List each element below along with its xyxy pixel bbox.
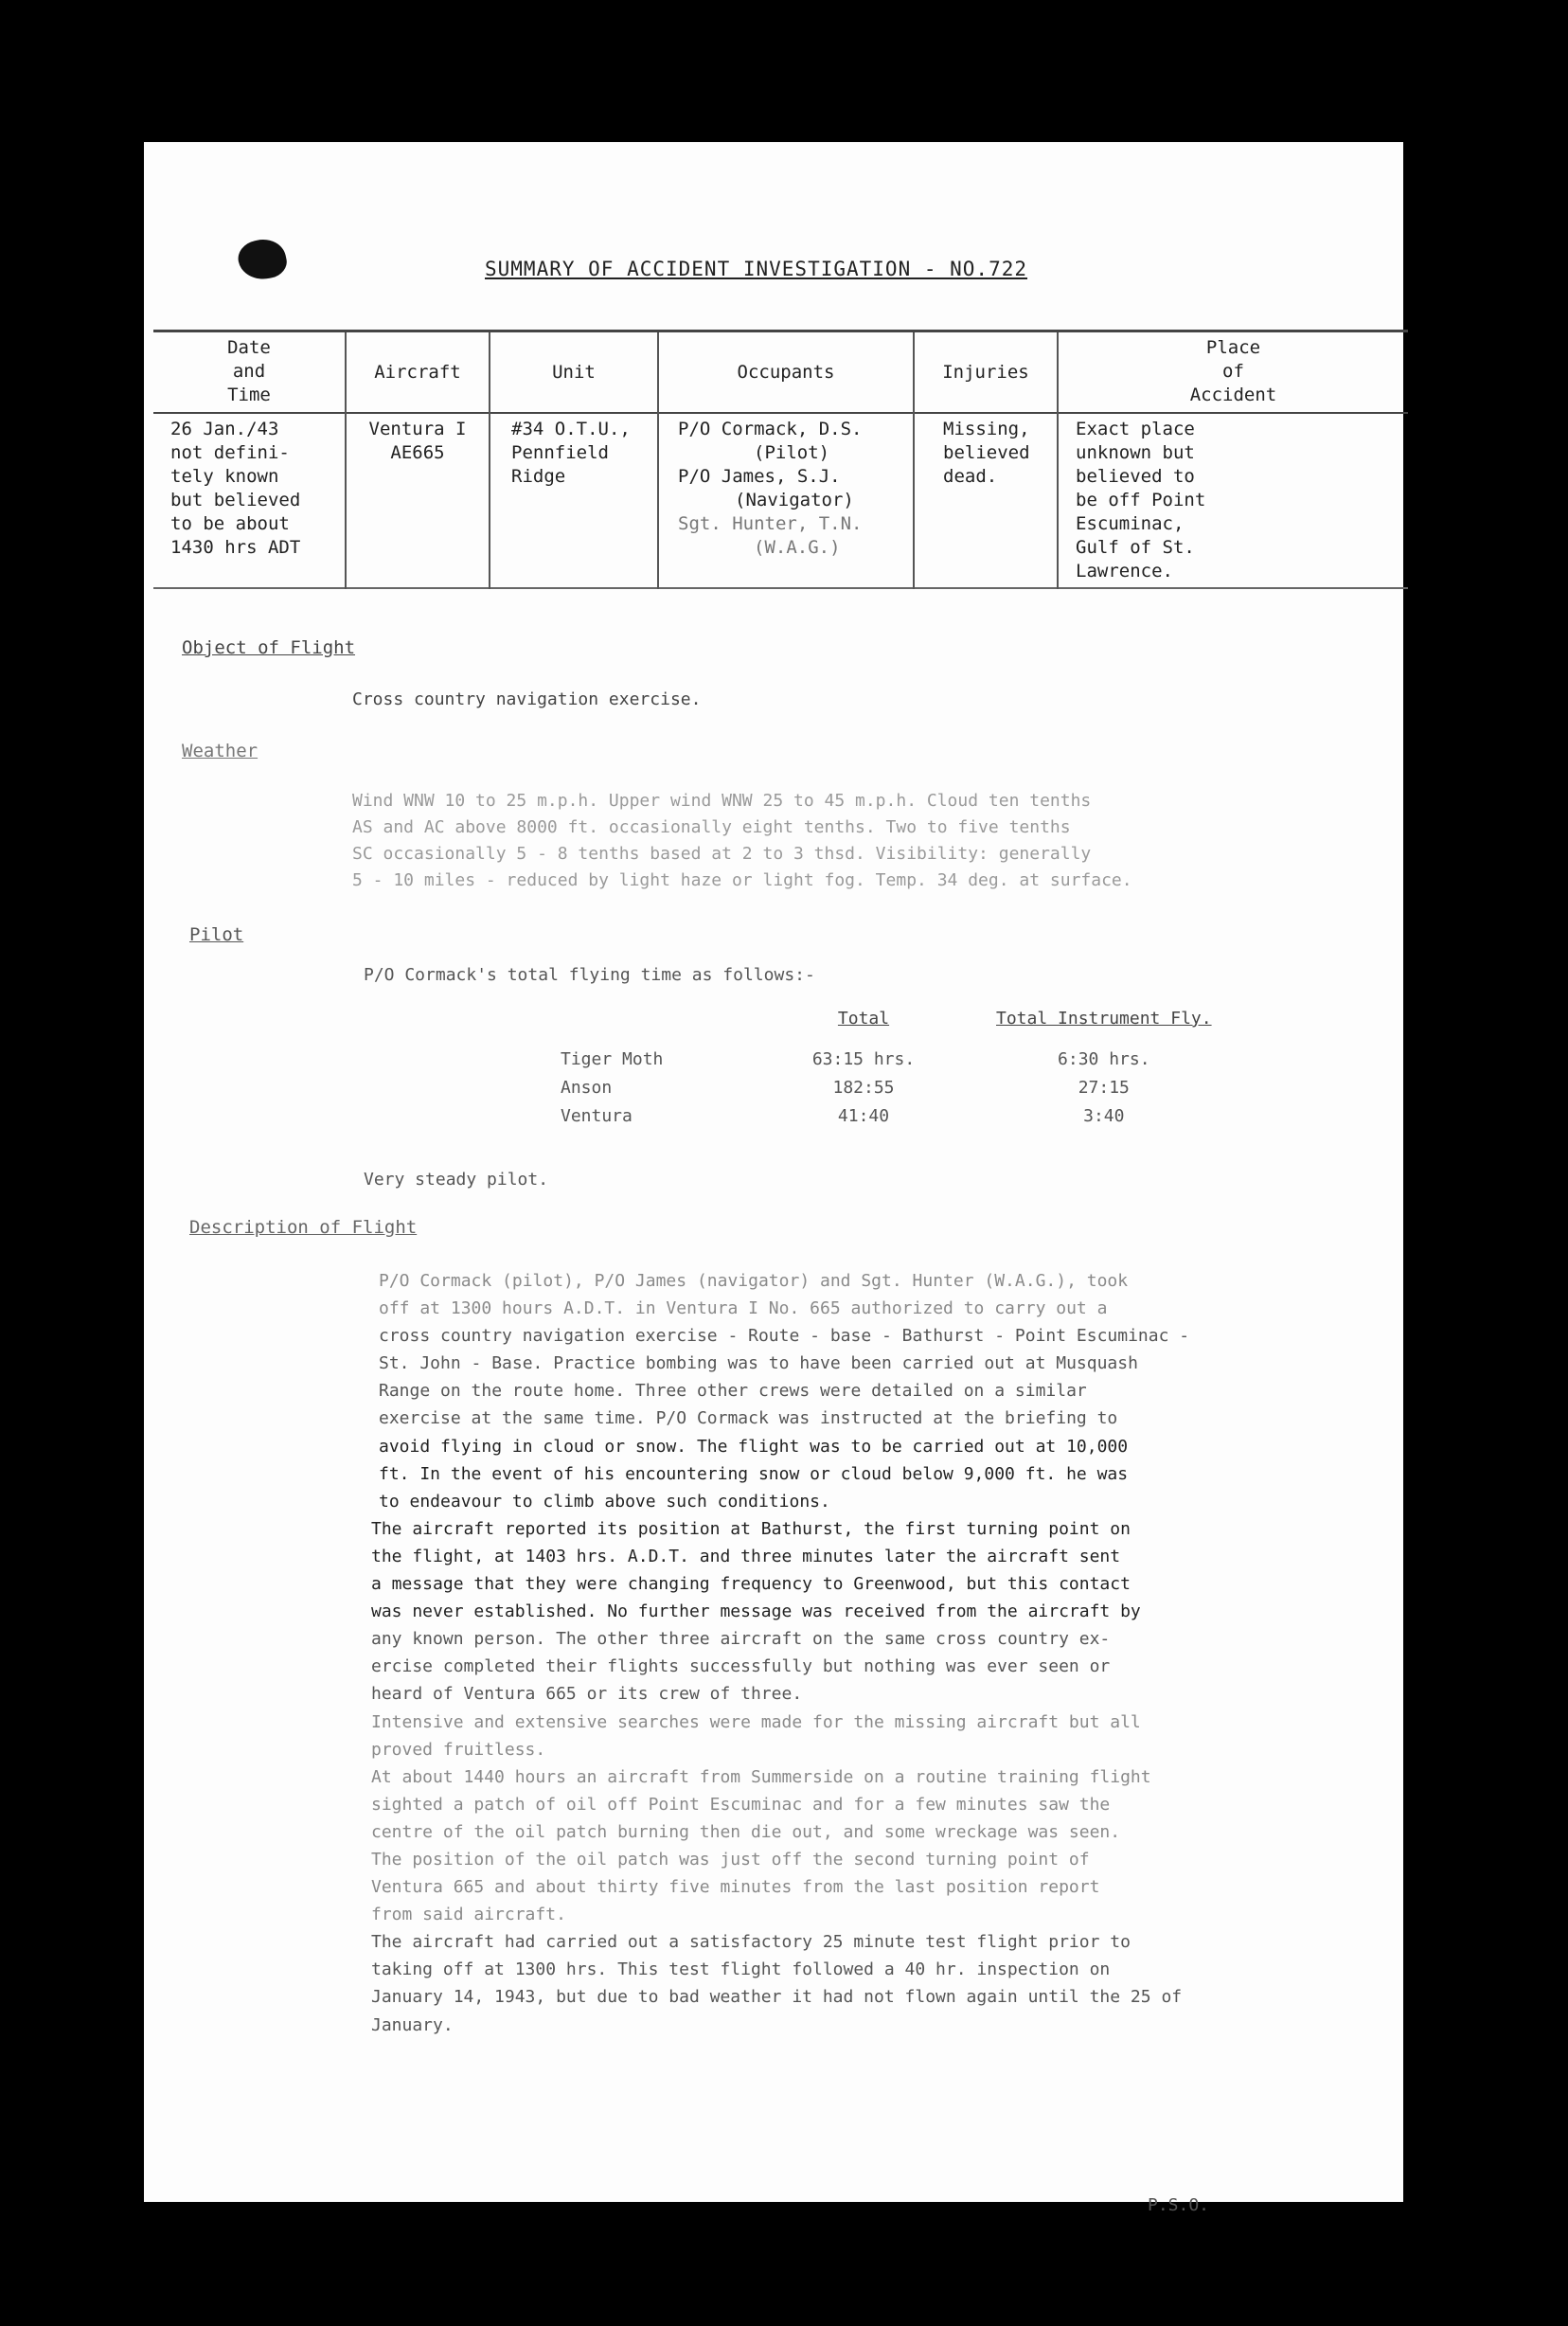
cell-date bbox=[153, 413, 346, 588]
occupant-line: (Navigator) bbox=[735, 490, 854, 510]
header-injuries: Injuries bbox=[914, 331, 1058, 414]
aircraft-line: AE665 bbox=[390, 442, 445, 463]
description-line: from said aircraft. bbox=[371, 1905, 566, 1925]
place-line: Escuminac, bbox=[1076, 513, 1185, 534]
description-line: Intensive and extensive searches were made for the missing aircraft but all bbox=[371, 1711, 1141, 1732]
pilot-heading: Pilot bbox=[189, 924, 244, 945]
description-line: The aircraft reported its position at Bathurst, the first turning point on bbox=[371, 1518, 1131, 1539]
weather-line: SC occasionally 5 - 8 tenths based at 2 to 3 thsd. Visibility: generally bbox=[352, 844, 1092, 864]
flying-time-table bbox=[542, 1009, 1231, 1131]
date-line: 1430 hrs ADT bbox=[170, 537, 301, 558]
injuries-line: believed bbox=[943, 442, 1030, 463]
header-unit: Unit bbox=[490, 331, 658, 414]
description-line: off at 1300 hours A.D.T. in Ventura I No. 665 authorized to carry out a bbox=[379, 1298, 1108, 1319]
flying-time-total-header: Total bbox=[837, 1009, 890, 1029]
place-line: unknown but bbox=[1076, 442, 1195, 463]
description-line: avoid flying in cloud or snow. The flight was to be carried out at 10,000 bbox=[379, 1436, 1129, 1457]
description-line: taking off at 1300 hrs. This test flight followed a 40 hr. inspection on bbox=[371, 1959, 1111, 1980]
occupant-line: (Pilot) bbox=[754, 442, 830, 463]
occupant-line: P/O James, S.J. bbox=[678, 466, 841, 487]
description-line: ercise completed their flights successfully but nothing was ever seen or bbox=[371, 1656, 1111, 1677]
punch-hole bbox=[235, 235, 290, 283]
description-heading: Description of Flight bbox=[189, 1217, 418, 1238]
occupant-line: P/O Cormack, D.S. bbox=[678, 419, 863, 439]
instrument-time: 3:40 bbox=[1083, 1106, 1125, 1126]
cell-injuries bbox=[914, 413, 1058, 588]
unit-line: #34 O.T.U., bbox=[511, 419, 631, 439]
weather-line: Wind WNW 10 to 25 m.p.h. Upper wind WNW 25 to 45 m.p.h. Cloud ten tenths bbox=[352, 791, 1092, 811]
description-line: cross country navigation exercise - Route - base - Bathurst - Point Escuminac - bbox=[379, 1326, 1190, 1347]
description-line: January. bbox=[371, 2014, 454, 2035]
document-title: SUMMARY OF ACCIDENT INVESTIGATION - NO.722 bbox=[485, 258, 1028, 280]
header-place-line: Accident bbox=[1189, 385, 1277, 405]
description-text bbox=[371, 1267, 1190, 2039]
aircraft-type: Tiger Moth bbox=[561, 1049, 664, 1069]
description-line: proved fruitless. bbox=[371, 1739, 546, 1760]
occupant-line: Sgt. Hunter, T.N. bbox=[678, 513, 863, 534]
pilot-remark: Very steady pilot. bbox=[364, 1170, 549, 1190]
flying-time-instrument-header: Total Instrument Fly. bbox=[996, 1009, 1212, 1029]
header-occupants: Occupants bbox=[658, 331, 914, 414]
header-aircraft: Aircraft bbox=[346, 331, 490, 414]
cell-aircraft bbox=[346, 413, 490, 588]
date-line: but believed bbox=[170, 490, 301, 510]
description-line: Range on the route home. Three other crews were detailed on a similar bbox=[379, 1381, 1087, 1402]
document-page bbox=[144, 142, 1403, 2215]
date-line: 26 Jan./43 bbox=[170, 419, 279, 439]
header-date-line: and bbox=[232, 361, 266, 382]
description-line: St. John - Base. Practice bombing was to have been carried out at Musquash bbox=[379, 1353, 1138, 1374]
weather-line: 5 - 10 miles - reduced by light haze or light fog. Temp. 34 deg. at surface. bbox=[352, 870, 1132, 890]
place-line: Exact place bbox=[1076, 419, 1195, 439]
header-date-line: Date bbox=[227, 337, 271, 358]
description-line: The position of the oil patch was just off the second turning point of bbox=[371, 1849, 1090, 1870]
injuries-line: dead. bbox=[943, 466, 998, 487]
table-row bbox=[542, 1074, 1231, 1102]
description-line: ft. In the event of his encountering snow or cloud below 9,000 ft. he was bbox=[379, 1463, 1129, 1484]
date-line: to be about bbox=[170, 513, 290, 534]
total-time: 41:40 bbox=[837, 1106, 890, 1126]
table-row bbox=[542, 1102, 1231, 1131]
object-of-flight-text: Cross country navigation exercise. bbox=[352, 689, 702, 709]
flying-time-header-row bbox=[542, 1009, 1231, 1046]
unit-line: Pennfield bbox=[511, 442, 609, 463]
description-line: P/O Cormack (pilot), P/O James (navigator) and Sgt. Hunter (W.A.G.), took bbox=[379, 1271, 1129, 1291]
table-row bbox=[542, 1046, 1231, 1074]
flying-time-type-header bbox=[542, 1009, 750, 1046]
cell-place bbox=[1058, 413, 1408, 588]
description-line: a message that they were changing frequency to Greenwood, but this contact bbox=[371, 1574, 1131, 1595]
description-line: heard of Ventura 665 or its crew of three. bbox=[371, 1684, 803, 1705]
signature-initials: P.S.O. bbox=[1148, 2195, 1210, 2215]
cell-occupants bbox=[658, 413, 914, 588]
table-header-row bbox=[153, 331, 1408, 414]
description-line: January 14, 1943, but due to bad weather it had not flown again until the 25 of bbox=[371, 1987, 1183, 2008]
date-line: tely known bbox=[170, 466, 279, 487]
accident-summary-table bbox=[153, 330, 1408, 589]
header-place-line: Place bbox=[1205, 337, 1261, 358]
header-place bbox=[1058, 331, 1408, 414]
description-line: centre of the oil patch burning then die out, and some wreckage was seen. bbox=[371, 1821, 1121, 1842]
description-line: The aircraft had carried out a satisfactory 25 minute test flight prior to bbox=[371, 1932, 1131, 1953]
object-of-flight-heading: Object of Flight bbox=[182, 637, 356, 658]
place-line: Lawrence. bbox=[1076, 561, 1173, 582]
pilot-intro: P/O Cormack's total flying time as follows:- bbox=[364, 965, 815, 985]
aircraft-type: Anson bbox=[561, 1078, 613, 1098]
instrument-time: 6:30 hrs. bbox=[1058, 1049, 1150, 1069]
description-line: Ventura 665 and about thirty five minutes from the last position report bbox=[371, 1877, 1100, 1898]
place-line: Gulf of St. bbox=[1076, 537, 1195, 558]
aircraft-type: Ventura bbox=[561, 1106, 633, 1126]
place-line: believed to bbox=[1076, 466, 1195, 487]
place-line: be off Point bbox=[1076, 490, 1206, 510]
description-line: sighted a patch of oil off Point Escuminac and for a few minutes saw the bbox=[371, 1794, 1111, 1815]
description-line: the flight, at 1403 hrs. A.D.T. and three minutes later the aircraft sent bbox=[371, 1546, 1121, 1566]
total-time: 63:15 hrs. bbox=[811, 1049, 916, 1069]
date-line: not defini- bbox=[170, 442, 290, 463]
total-time: 182:55 bbox=[832, 1078, 895, 1098]
cell-unit bbox=[490, 413, 658, 588]
description-line: was never established. No further message was received from the aircraft by bbox=[371, 1601, 1141, 1622]
injuries-line: Missing, bbox=[943, 419, 1030, 439]
header-date bbox=[153, 331, 346, 414]
table-row bbox=[153, 413, 1408, 588]
instrument-time: 27:15 bbox=[1078, 1078, 1130, 1098]
aircraft-line: Ventura I bbox=[368, 419, 467, 439]
weather-heading: Weather bbox=[182, 741, 258, 761]
header-place-line: of bbox=[1222, 361, 1244, 382]
description-line: At about 1440 hours an aircraft from Summerside on a routine training flight bbox=[371, 1766, 1151, 1787]
header-date-line: Time bbox=[227, 385, 271, 405]
description-line: exercise at the same time. P/O Cormack was instructed at the briefing to bbox=[379, 1408, 1118, 1429]
weather-line: AS and AC above 8000 ft. occasionally eight tenths. Two to five tenths bbox=[352, 817, 1071, 837]
occupant-line: (W.A.G.) bbox=[754, 537, 841, 558]
weather-text bbox=[352, 788, 1132, 894]
description-line: to endeavour to climb above such conditions. bbox=[379, 1491, 830, 1512]
unit-line: Ridge bbox=[511, 466, 566, 487]
description-line: any known person. The other three aircraft on the same cross country ex- bbox=[371, 1629, 1111, 1650]
